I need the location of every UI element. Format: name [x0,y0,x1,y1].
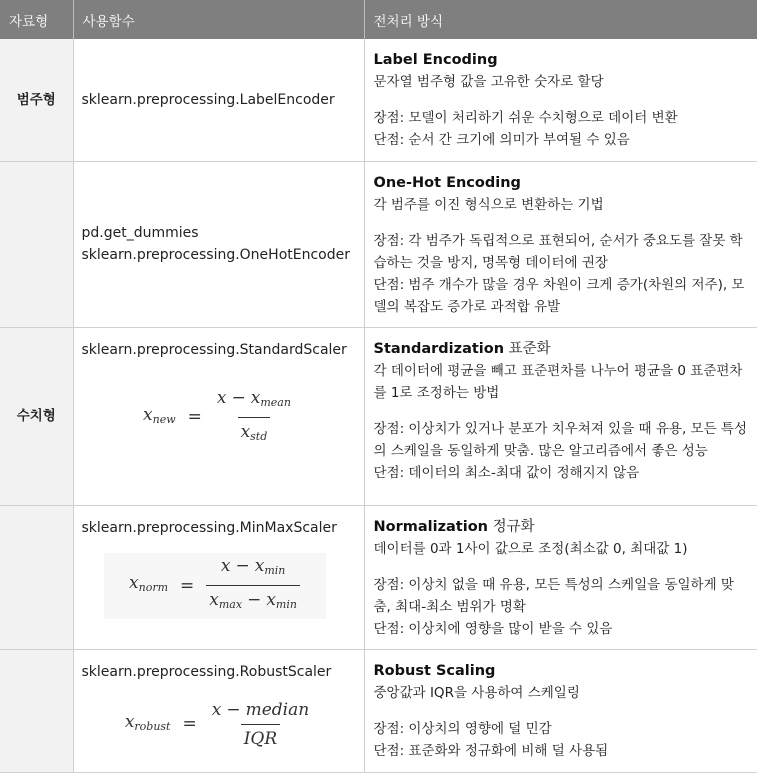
method-cell [364,161,757,327]
method-cell [364,39,757,161]
method-pros: 장점: 이상치의 영향에 덜 민감 [373,720,552,737]
function-name: sklearn.preprocessing.MinMaxScaler [81,519,337,536]
method-title: Normalization 정규화 [373,518,535,535]
method-cell [364,327,757,505]
function-name: sklearn.preprocessing.StandardScaler [81,341,347,358]
method-pros: 장점: 이상치 없을 때 유용, 모든 특성의 스케일을 동일하게 맞춤, 최대-최소 범위가 명확 [373,576,734,615]
header-row [0,0,757,39]
function-cell [73,161,364,327]
table-row-standardization [0,327,757,505]
method-subtitle: 각 데이터에 평균을 빼고 표준편차를 나누어 평균을 0 표준편차를 1로 조정하는 방법 [373,362,743,401]
method-title: Robust Scaling [373,662,496,679]
minmax-scaler-formula: $x_{norm}$ = $\frac{x - x_{min}}{x_{max} - x_{min}}$ [104,553,326,619]
method-subtitle: 문자열 범주형 값을 고유한 숫자로 할당 [373,74,604,90]
header-method: 전처리 방식 [364,0,757,39]
table-row-robust [0,649,757,772]
function-name: sklearn.preprocessing.LabelEncoder [81,91,335,108]
method-cell [364,505,757,649]
method-cons: 단점: 범주 개수가 많을 경우 차원이 크게 증가(차원의 저주), 모델의 복잡도 증가로 과적합 유발 [373,276,745,315]
method-cell [364,649,757,772]
method-subtitle: 데이터를 0과 1사이 값으로 조정(최소값 0, 최대값 1) [373,540,688,557]
method-cons: 단점: 이상치에 영향을 많이 받을 수 있음 [373,620,613,637]
function-name: sklearn.preprocessing.RobustScaler [81,663,332,680]
method-title: One-Hot Encoding [373,174,521,191]
method-title: Label Encoding [373,52,498,68]
standard-scaler-formula: $x_{new}$ = $\frac{x - x_{mean}}{x_{std}}$ [82,387,356,448]
category-numeric-cont [0,649,73,772]
category-categorical-cont [0,161,73,327]
table-row-label-encoding [0,39,757,161]
method-cons: 단점: 데이터의 최소-최대 값이 정해지지 않음 [373,464,640,481]
table-row-normalization [0,505,757,649]
function-cell [73,505,364,649]
method-cons: 단점: 순서 간 크기에 의미가 부여될 수 있음 [373,132,630,148]
category-numeric: 수치형 [0,327,73,505]
method-title: Standardization 표준화 [373,340,551,357]
category-numeric-cont [0,505,73,649]
header-function: 사용함수 [73,0,364,39]
method-subtitle: 중앙값과 IQR을 사용하여 스케일링 [373,684,580,701]
method-pros: 장점: 이상치가 있거나 분포가 치우쳐져 있을 때 유용, 모든 특성의 스케일을 동일하게 맞춤. 많은 알고리즘에서 좋은 성능 [373,420,747,459]
function-cell [73,649,364,772]
method-cons: 단점: 표준화와 정규화에 비해 덜 사용됨 [373,742,609,759]
robust-scaler-formula: $x_{robust}$ = $\frac{\text{x − median}}{\text{IQR}}$ [124,699,310,749]
function-name: pd.get_dummies [81,225,199,241]
function-cell [73,327,364,505]
function-cell [73,39,364,161]
header-data-type: 자료형 [0,0,73,39]
method-pros: 장점: 각 범주가 독립적으로 표현되어, 순서가 중요도를 잘못 학습하는 것을 방지, 명목형 데이터에 권장 [373,232,743,271]
function-name: sklearn.preprocessing.OneHotEncoder [81,247,350,263]
method-pros: 장점: 모델이 처리하기 쉬운 수치형으로 데이터 변환 [373,110,678,126]
method-subtitle: 각 범주를 이진 형식으로 변환하는 기법 [373,196,604,213]
table-row-one-hot [0,161,757,327]
category-categorical: 범주형 [0,39,73,161]
